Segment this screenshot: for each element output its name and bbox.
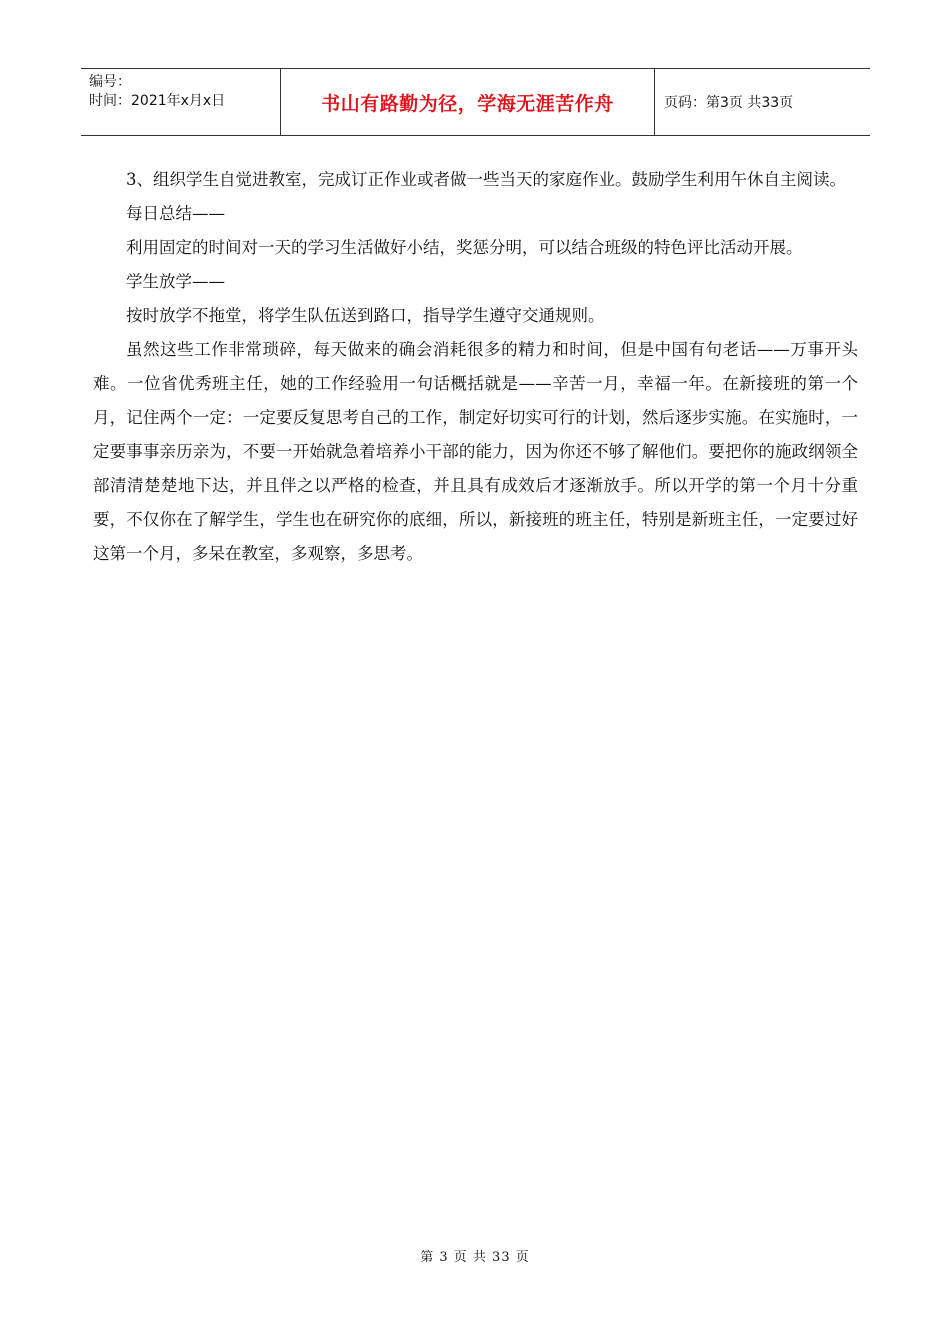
section-heading-daily-summary: 每日总结——: [126, 204, 225, 223]
paragraph: 虽然这些工作非常琐碎，每天做来的确会消耗很多的精力和时间，但是中国有句老话——万事开头难。一位省优秀班主任，她的工作经验用一句话概括就是——辛苦一月，幸福一年。在新接班的第一个月，记住两个一定：一定要反复思考自己的工作，制定好切实可行的计划，然后逐步实施。在实施时，一定要事事亲历亲为，不要一开始就急着培养小干部的能力，因为你还不够了解他们。要把你的施政纲领全部清清楚楚地下达，并且伴之以严格的检查，并且具有成效后才逐渐放手。所以开学的第一个月十分重要，不仅你在了解学生，学生也在研究你的底细，所以，新接班的班主任，特别是新班主任，一定要过好这第一个月，多呆在教室，多观察，多思考。: [93, 340, 858, 563]
page-footer: 第 3 页 共 33 页: [420, 1250, 530, 1265]
section-heading-dismissal: 学生放学——: [126, 272, 225, 291]
header-page-code: 页码：第3页 共33页: [664, 95, 794, 111]
header-motto: 书山有路勤为径，学海无涯苦作舟: [281, 69, 655, 135]
document-number-label: 编号：: [89, 74, 131, 90]
paragraph: 3、组织学生自觉进教室，完成订正作业或者做一些当天的家庭作业。鼓励学生利用午休自主阅读。: [126, 170, 846, 189]
paragraph: 利用固定的时间对一天的学习生活做好小结，奖惩分明，可以结合班级的特色评比活动开展。: [126, 238, 803, 257]
document-date-label: 时间：2021年x月x日: [89, 93, 226, 109]
document-body: [93, 163, 858, 571]
paragraph: 按时放学不拖堂，将学生队伍送到路口，指导学生遵守交通规则。: [126, 306, 605, 325]
header-meta-cell: [81, 69, 281, 135]
document-header: [81, 68, 870, 136]
